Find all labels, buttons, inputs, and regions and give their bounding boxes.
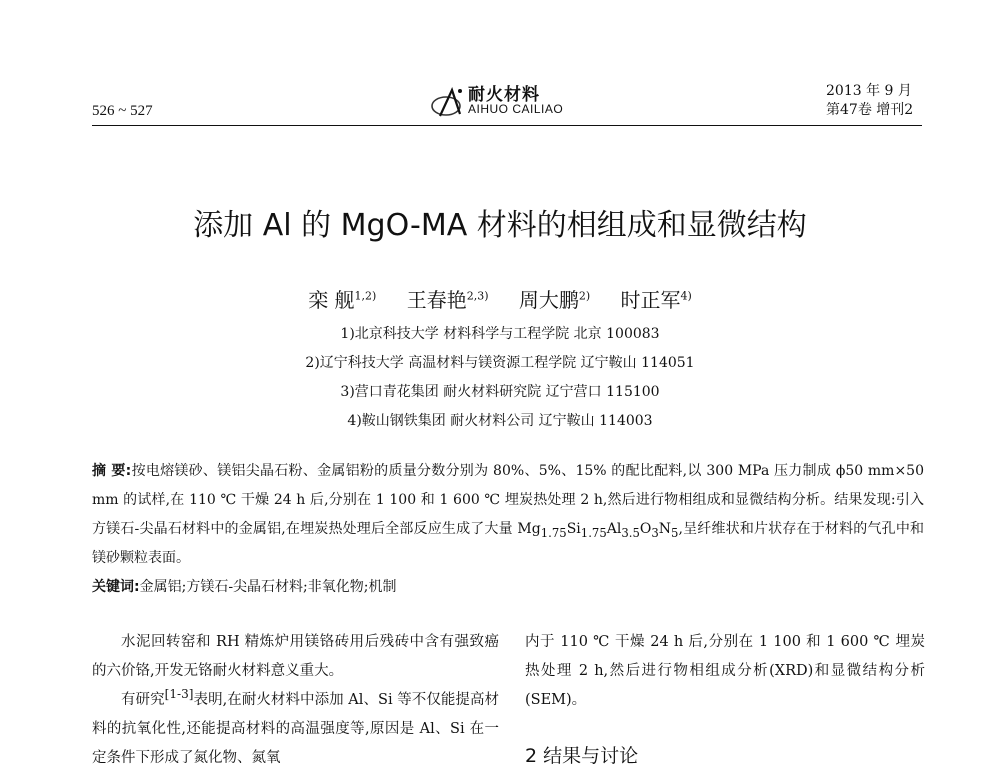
abstract-label: 摘 要: (92, 463, 132, 479)
body-paragraph: 水泥回转窑和 RH 精炼炉用镁铬砖用后残砖中含有强致癌的六价铬,开发无铬耐火材料意义重大。 (92, 634, 499, 679)
formula-element: Si (566, 521, 581, 537)
abstract-text: 按电熔镁砂、镁铝尖晶石粉、金属铝粉的质量分数分别为 80%、5%、15% 的配比配料,以 300 MPa 压力制成 ϕ50 mm×50 mm 的试样,在 110 ℃ 干燥 24 h 后,分别在 1 100 和 1 600 ℃ 埋炭热处理 2 h,然后进行物相组成和显微结构分析。结果发现:引入方镁石-尖晶石材料中的金属铝,在埋炭热处理后全部反应生成了大量 Mg (92, 463, 924, 537)
author-list (0, 284, 1000, 313)
formula-element: O (639, 521, 652, 537)
keywords (92, 576, 924, 596)
keywords-text: 金属铝;方镁石-尖晶石材料;非氧化物;机制 (139, 579, 397, 595)
body-column-left (92, 628, 499, 773)
citation-ref: [1-3] (164, 687, 194, 702)
author (308, 288, 376, 312)
paper-title: 添加 Al 的 MgO-MA 材料的相组成和显微结构 (193, 208, 807, 243)
keywords-label: 关键词: (92, 579, 140, 595)
affiliation: 4)鞍山钢铁集团 耐火材料公司 辽宁鞍山 114003 (347, 413, 653, 429)
body-column-right (525, 628, 925, 715)
author-name: 栾 舰 (308, 288, 355, 312)
journal-name-cn: 耐火材料 (468, 85, 540, 105)
author-affil-sup: 4) (680, 289, 692, 303)
issue-volume: 第47卷 增刊2 (826, 102, 914, 118)
page-range: 526 ~ 527 (92, 103, 153, 119)
formula-subscript: 1.75 (540, 525, 567, 540)
formula-subscript: 5 (671, 525, 679, 540)
author-name: 时正军 (620, 288, 681, 312)
affiliation: 1)北京科技大学 材料科学与工程学院 北京 100083 (340, 326, 660, 342)
issue-info (826, 82, 913, 120)
author-name: 王春艳 (406, 288, 467, 312)
header-rule (92, 125, 922, 126)
body-paragraph (92, 686, 499, 773)
affiliation: 3)营口青花集团 耐火材料研究院 辽宁营口 115100 (340, 384, 660, 400)
formula-element: Al (606, 521, 622, 537)
author (621, 288, 692, 312)
body-paragraph: 内于 110 ℃ 干燥 24 h 后,分别在 1 100 和 1 600 ℃ 埋炭热处理 2 h,然后进行物相组成分析(XRD)和显微结构分析(SEM)。 (525, 634, 925, 708)
body-text: 有研究 (121, 692, 165, 708)
formula-element: N (658, 521, 672, 537)
author-affil-sup: 2,3) (466, 289, 489, 303)
formula-subscript: 3.5 (621, 525, 640, 540)
author-affil-sup: 2) (578, 289, 591, 303)
abstract (92, 457, 924, 573)
journal-logo-icon (430, 86, 470, 118)
author (519, 288, 590, 312)
author-name: 周大鹏 (518, 288, 579, 312)
affiliation-list (0, 320, 1000, 436)
journal-logo (430, 80, 600, 122)
author-affil-sup: 1,2) (354, 289, 377, 303)
formula-subscript: 1.75 (580, 525, 607, 540)
abstract-text: ,呈纤维状和片状存在于材料的气孔中和镁砂颗粒表面。 (92, 521, 924, 566)
body-text: 表明,在耐火材料中添加 Al、Si 等不仅能提高材料的抗氧化性,还能提高材料的高温强度等,原因是 Al、Si 在一定条件下形成了氮化物、氮氧 (92, 692, 499, 766)
author (407, 288, 489, 312)
affiliation: 2)辽宁科技大学 高温材料与镁资源工程学院 辽宁鞍山 114051 (305, 355, 695, 371)
formula-subscript: 3 (651, 525, 659, 540)
section-heading: 2 结果与讨论 (525, 745, 639, 767)
issue-date: 2013 年 9 月 (826, 83, 912, 99)
journal-name-en: AIHUO CAILIAO (468, 102, 564, 116)
